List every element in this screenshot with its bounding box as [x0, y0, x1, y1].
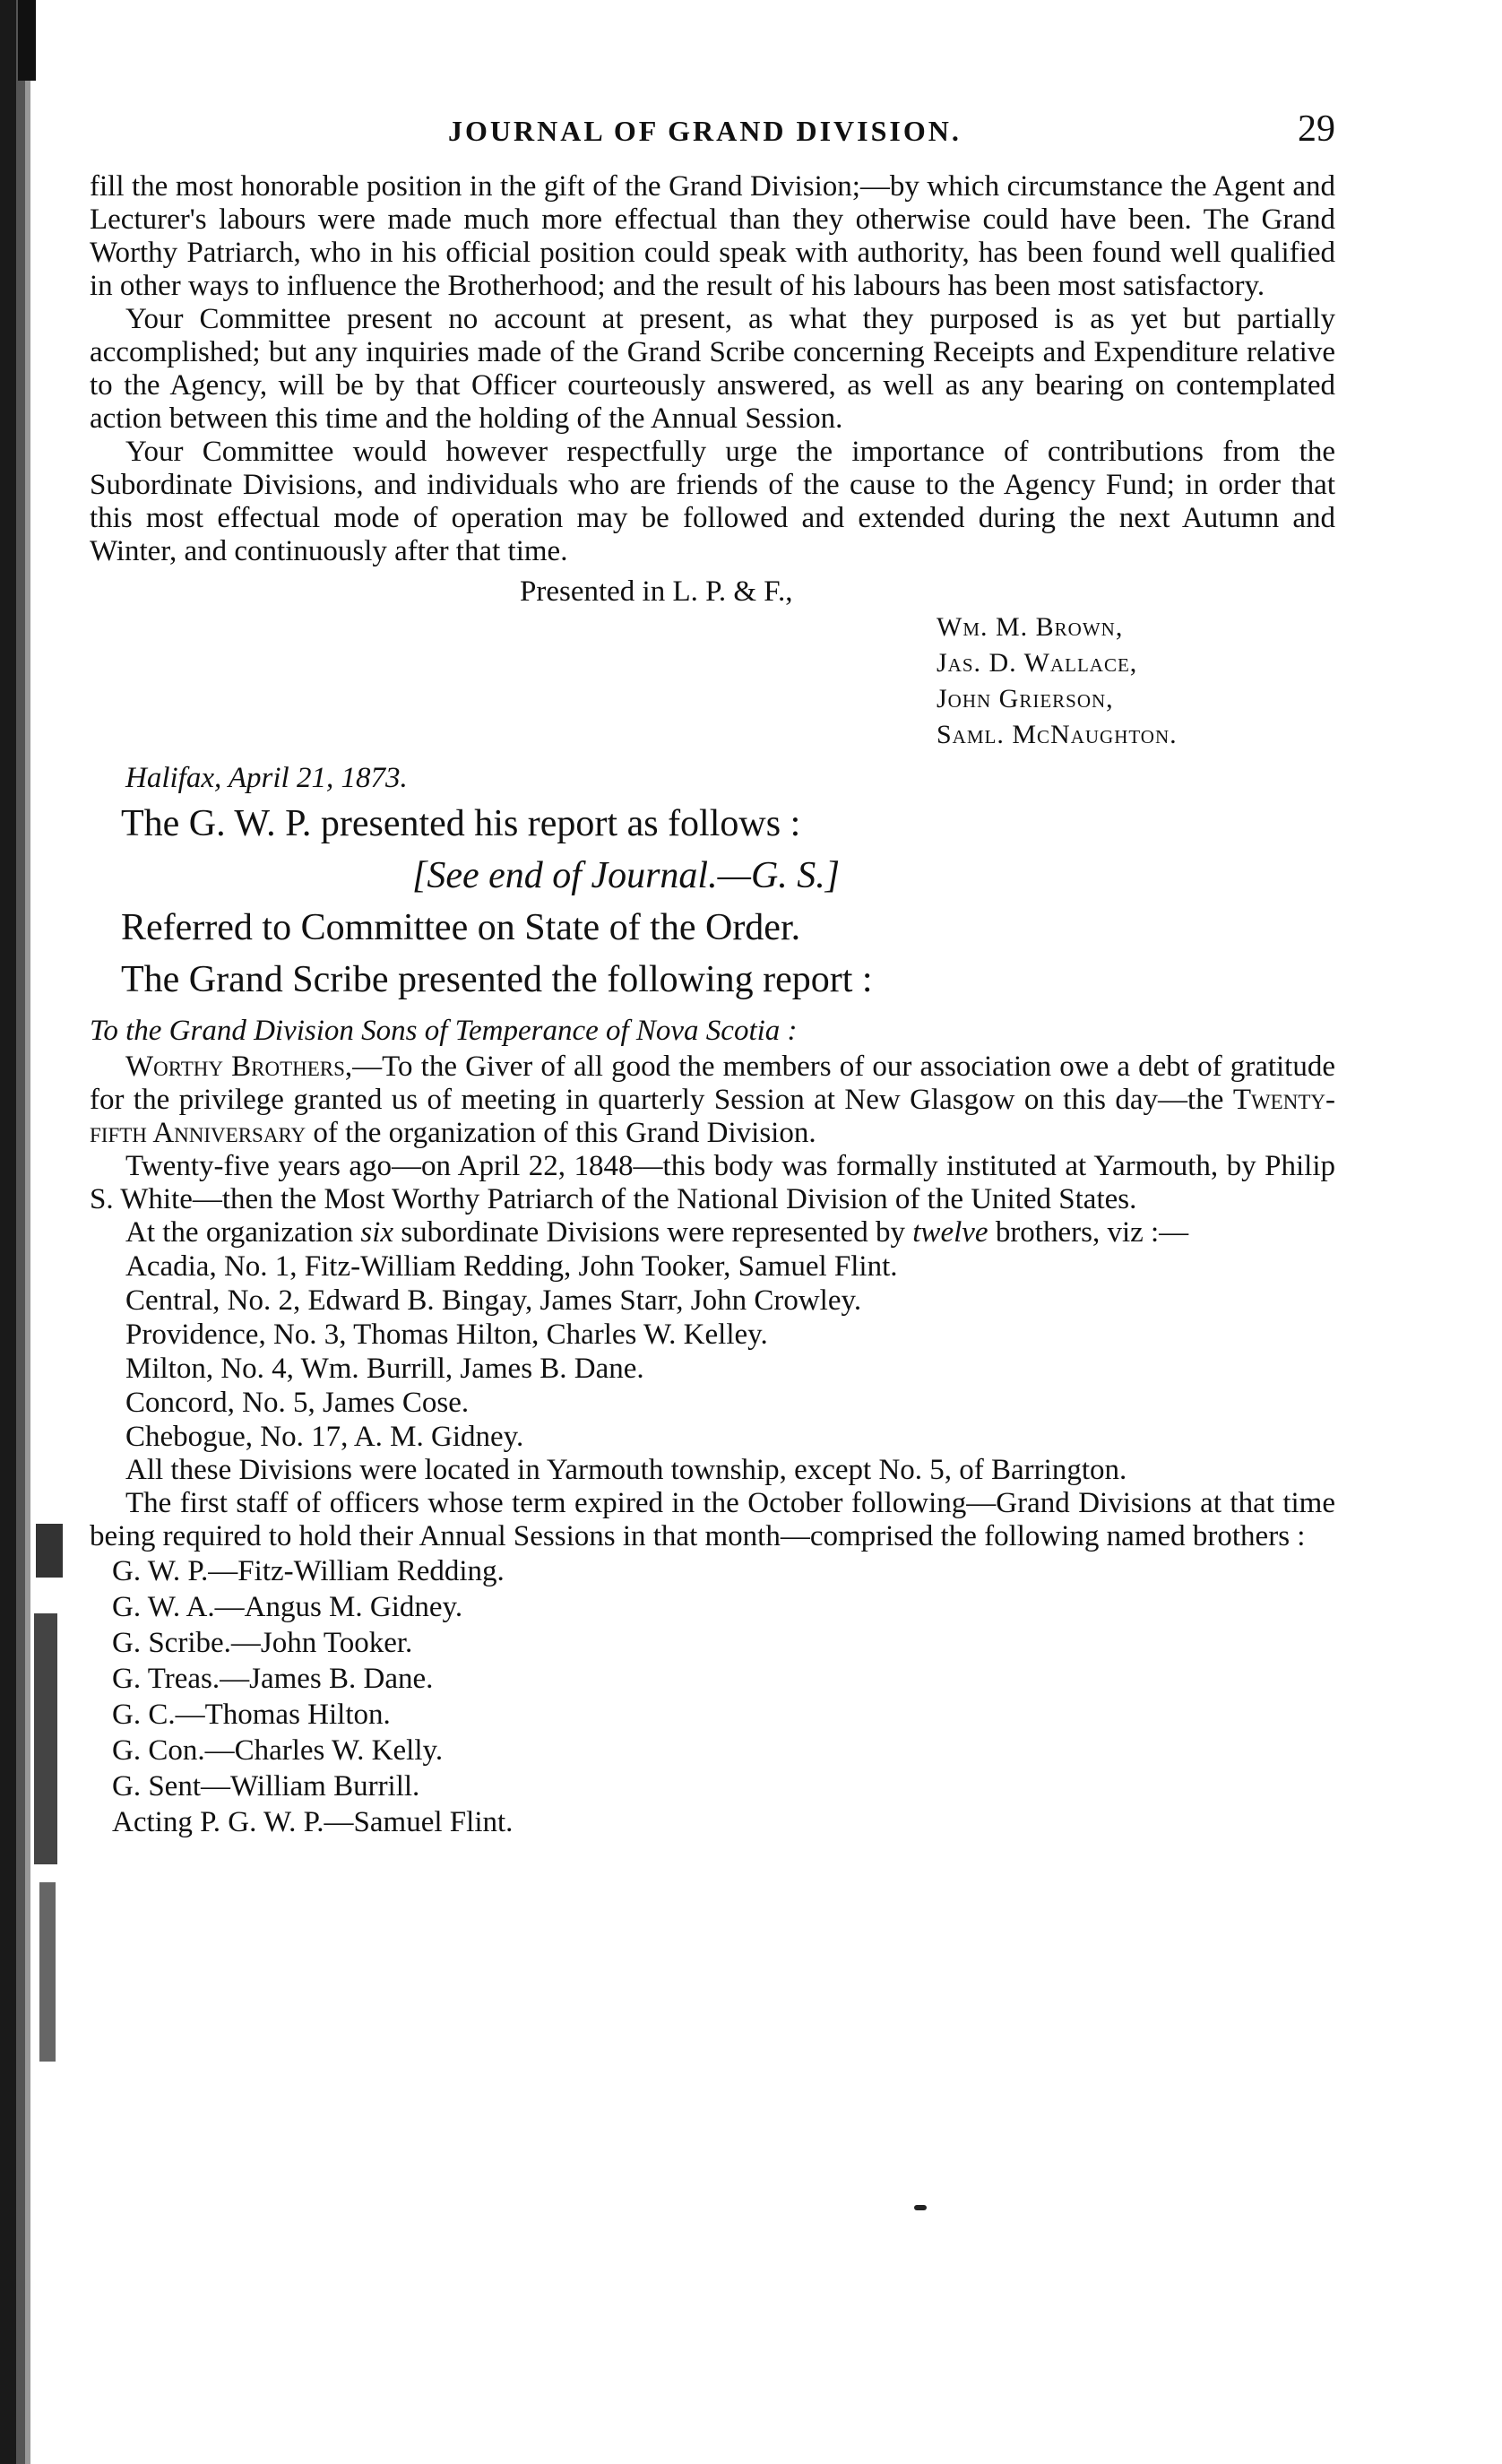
emphasis: twelve: [912, 1216, 988, 1249]
signature-block: [90, 574, 1335, 753]
signatory: Saml. McNaughton.: [937, 720, 1178, 749]
list-item: Providence, No. 3, Thomas Hilton, Charles W. Kelley.: [125, 1318, 768, 1351]
paragraph: [90, 1216, 1335, 1249]
officer-list: [112, 1553, 1335, 1840]
list-item: G. W. A.—Angus M. Gidney.: [112, 1591, 463, 1623]
paragraph-text: —To the Giver of all good the members of our association owe a debt of gratitude for the privilege granted us of meeting in quarterly Session at New Glasgow on this day—the: [90, 1050, 1335, 1116]
list-item: G. Treas.—James B. Dane.: [112, 1663, 434, 1695]
ink-speck: [914, 2205, 927, 2210]
signatory: Jas. D. Wallace,: [937, 648, 1138, 678]
list-item: Chebogue, No. 17, A. M. Gidney.: [125, 1421, 524, 1453]
paragraph: fill the most honorable position in the gift of the Grand Division;—by which circumstance the Agent and Lecturer's labours were made much more effectual than they otherwise could have been. The Grand Worthy Patriarch, who in his official position could speak with authority, has been found well qualified in other ways to influence the Brotherhood; and the result of his labours has been most satisfactory.: [90, 170, 1335, 302]
emphasis: six: [360, 1216, 394, 1249]
paragraph-text: subordinate Divisions were represented by: [393, 1216, 913, 1249]
list-item: G. C.—Thomas Hilton.: [112, 1699, 391, 1731]
paragraph: Your Committee would however respectfully urge the importance of contributions from the Subordinate Divisions, and individuals who are friends of the cause to the Agency Fund; in order that this most effectual mode of operation may be followed and extended during the next Autumn and Winter, and continuously after that time.: [90, 436, 1335, 567]
list-item: Acting P. G. W. P.—Samuel Flint.: [112, 1806, 514, 1838]
signatory: Wm. M. Brown,: [937, 612, 1124, 642]
running-title: JOURNAL OF GRAND DIVISION.: [448, 115, 962, 147]
scribe-report-line: The Grand Scribe presented the following report :: [121, 959, 873, 1000]
salutation: Worthy Brothers,: [125, 1050, 353, 1083]
paragraph: All these Divisions were located in Yarmouth township, except No. 5, of Barrington.: [125, 1454, 1127, 1486]
signatory: John Grierson,: [937, 684, 1114, 713]
gwp-report-line: The G. W. P. presented his report as follows :: [121, 803, 801, 844]
list-item: G. Sent—William Burrill.: [112, 1770, 420, 1803]
dateline: Halifax, April 21, 1873.: [125, 762, 408, 794]
referred-line: Referred to Committee on State of the Order.: [121, 907, 801, 948]
presented-line: Presented in L. P. & F.,: [520, 575, 793, 608]
paragraph: [90, 1050, 1335, 1150]
paragraph: Twenty-five years ago—on April 22, 1848—this body was formally instituted at Yarmouth, by Philip S. White—then the Most Worthy Patriarch of the National Division of the United States.: [90, 1150, 1335, 1215]
see-end-note: [See end of Journal.—G. S.]: [412, 855, 841, 896]
list-item: G. W. P.—Fitz-William Redding.: [112, 1555, 505, 1587]
report-address: To the Grand Division Sons of Temperance of Nova Scotia :: [90, 1015, 798, 1047]
paragraph-text: of the organization of this Grand Division.: [306, 1117, 816, 1149]
list-item: Central, No. 2, Edward B. Bingay, James Starr, John Crowley.: [125, 1284, 862, 1317]
paragraph: Your Committee present no account at present, as what they purposed is as yet but partially accomplished; but any inquiries made of the Grand Scribe concerning Receipts and Expenditure relative to the Agency, will be by that Officer courteously answered, as well as any bearing on contemplated action between this time and the holding of the Annual Session.: [90, 303, 1335, 435]
division-list: [125, 1249, 1335, 1454]
page-binding-edge: [0, 0, 63, 2464]
anniversary-emphasis: Twenty-fifth Anniversary: [90, 1084, 1335, 1149]
paragraph: The first staff of officers whose term expired in the October following—Grand Divisions at that time being required to hold their Annual Sessions in that month—comprised the following named brothers :: [90, 1487, 1335, 1552]
list-item: Milton, No. 4, Wm. Burrill, James B. Dane.: [125, 1353, 644, 1385]
list-item: Concord, No. 5, James Cose.: [125, 1387, 470, 1419]
list-item: G. Con.—Charles W. Kelly.: [112, 1734, 444, 1767]
list-item: G. Scribe.—John Tooker.: [112, 1627, 413, 1659]
journal-page: [90, 108, 1335, 1840]
page-number: 29: [1298, 108, 1335, 150]
paragraph-text: At the organization: [125, 1216, 361, 1249]
list-item: Acadia, No. 1, Fitz-William Redding, John Tooker, Samuel Flint.: [125, 1250, 898, 1283]
page-header: [90, 108, 1335, 170]
paragraph-text: brothers, viz :—: [988, 1216, 1189, 1249]
